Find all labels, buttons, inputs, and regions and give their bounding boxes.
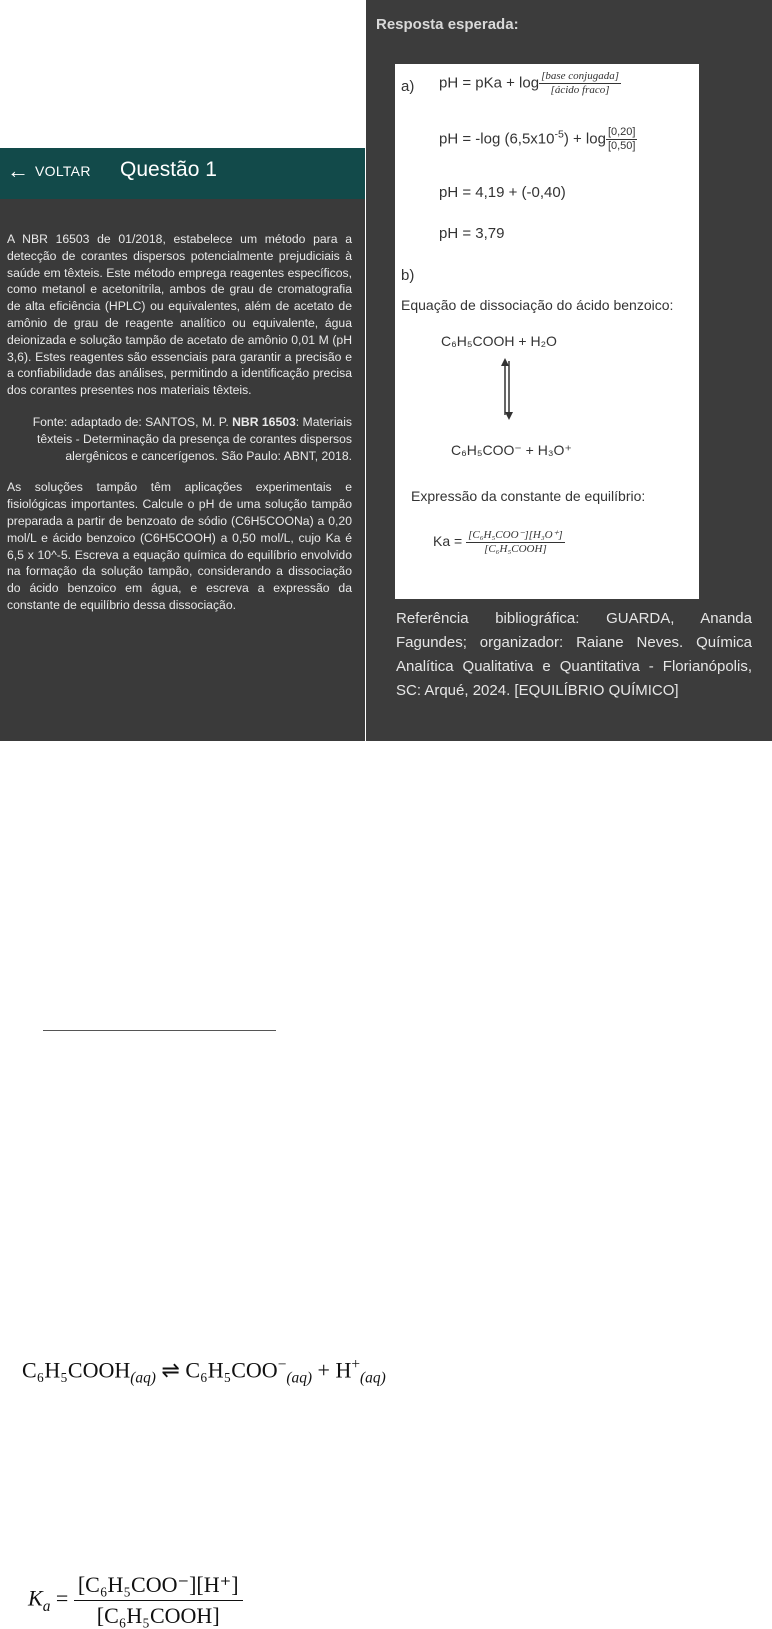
ka-subscript: a	[42, 1597, 51, 1615]
ka-den: [C₆H₅COOH]	[484, 543, 547, 555]
part-b-label: b)	[401, 267, 415, 284]
reactants: C₆H₅COOH + H₂O	[441, 333, 557, 349]
ph-result: pH = 3,79	[439, 225, 505, 242]
ph-substitution	[439, 126, 637, 153]
ph-intermediate: pH = 4,19 + (-0,40)	[439, 184, 566, 201]
ka-fraction-lower	[74, 1572, 243, 1629]
eq-product-2-charge: +	[351, 1356, 361, 1373]
equilibrium-expression-title: Expressão da constante de equilíbrio:	[411, 488, 646, 504]
eq2-prefix: pH = -log (6,5x10	[439, 130, 555, 148]
question-source	[7, 414, 352, 464]
app-header	[0, 148, 365, 199]
ka-num: [C₆H₅COO⁻][H₃O⁺]	[468, 529, 563, 541]
answer-panel	[366, 0, 772, 741]
ka-fraction	[466, 529, 565, 556]
dissociation-title: Equação de dissociação do ácido benzoico:	[401, 297, 674, 313]
eq2-fraction	[606, 126, 638, 153]
back-label: VOLTAR	[35, 163, 91, 179]
eq2-num: [0,20]	[607, 126, 636, 138]
ph-formula	[439, 70, 621, 97]
eq-product-1: C₆H₅COO	[185, 1357, 278, 1383]
answer-image	[395, 64, 699, 599]
part-a-label: a)	[401, 78, 415, 95]
equilibrium-equation	[22, 1356, 386, 1388]
eq1-fraction	[539, 70, 621, 97]
eq-plus: +	[317, 1357, 330, 1383]
eq-product-2-state: (aq)	[360, 1369, 386, 1387]
ka-equation	[28, 1572, 243, 1629]
eq-lhs-state: (aq)	[130, 1369, 156, 1387]
eq-lhs: C₆H₅COOH	[22, 1357, 131, 1383]
divider-line	[43, 1030, 276, 1031]
eq1-prefix: pH = pKa + log	[439, 74, 540, 92]
ka-expression	[433, 529, 565, 556]
source-bold: NBR 16503	[232, 414, 296, 429]
eq2-exp: -5	[554, 128, 564, 141]
ka-label: Ka =	[433, 533, 467, 550]
back-button[interactable]	[7, 160, 91, 182]
ka-equals: =	[55, 1585, 69, 1611]
ka-lower-den: [C₆H₅COOH]	[96, 1603, 220, 1628]
eq-arrow: ⇌	[161, 1357, 180, 1383]
eq-product-1-state: (aq)	[286, 1369, 313, 1387]
eq-product-1-charge: −	[277, 1356, 287, 1373]
eq1-num: [base conjugada]	[541, 70, 619, 82]
arrow-left-icon: ←	[7, 158, 29, 183]
question-panel	[0, 148, 365, 741]
question-paragraph-1: A NBR 16503 de 01/2018, estabelece um método para a detecção de corantes dispersos potencialmente prejudiciais à saúde em têxteis. Este método emprega reagentes específicos, como metanol e acetonitrila, ambos de grau de cromatografia de alta eficiência (HPLC) ou equivalentes, além de acetato de amônio de grau de reagente analítico ou equivalente, água deionizada e solução tampão de acetato de amônio 0,01 M (pH 3,6). Estes reagentes são essenciais para garantir a precisão e a confiabilidade das análises, permitindo a identificação precisa dos corantes presentes nos materiais têxteis.	[7, 232, 352, 398]
ka-lower-num: [C₆H₅COO⁻][H⁺]	[74, 1572, 243, 1601]
eq-product-2: H	[335, 1357, 352, 1383]
answer-title: Resposta esperada:	[376, 16, 519, 33]
source-prefix: Fonte: adaptado de: SANTOS, M. P.	[32, 414, 233, 429]
ka-symbol: K	[28, 1585, 43, 1611]
eq2-mid: ) + log	[563, 130, 606, 148]
eq2-den: [0,50]	[607, 140, 636, 152]
bibliographic-reference: Referência bibliográfica: GUARDA, Ananda Fagundes; organizador: Raiane Neves. Química Analítica Qualitativa e Quantitativa - Florianópolis, SC: Arqué, 2024. [EQUILÍBRIO QUÍMICO]	[396, 610, 752, 699]
products: C₆H₅COO⁻ + H₃O⁺	[451, 442, 572, 458]
eq1-den: [ácido fraco]	[550, 84, 610, 96]
page-title: Questão 1	[120, 158, 217, 181]
question-paragraph-2: As soluções tampão têm aplicações experimentais e fisiológicas importantes. Calcule o pH de uma solução tampão preparada a partir de benzoato de sódio (C6H5COONa) a 0,20 mol/L e ácido benzoico (C6H5COOH) a 0,50 mol/L, cujo Ka é 6,5 x 10^-5. Escreva a equação química do equilíbrio envolvido na formação da solução tampão, considerando a dissociação do ácido benzoico em água, e escreva a expressão da constante de equilíbrio dessa dissociação.	[7, 480, 352, 612]
question-text	[7, 231, 352, 629]
equilibrium-arrows-icon	[499, 357, 515, 421]
source-suffix: : Materiais têxteis - Determinação da presença de corantes dispersos alergênicos e cancerígenos. São Paulo: ABNT, 2018.	[36, 414, 352, 463]
